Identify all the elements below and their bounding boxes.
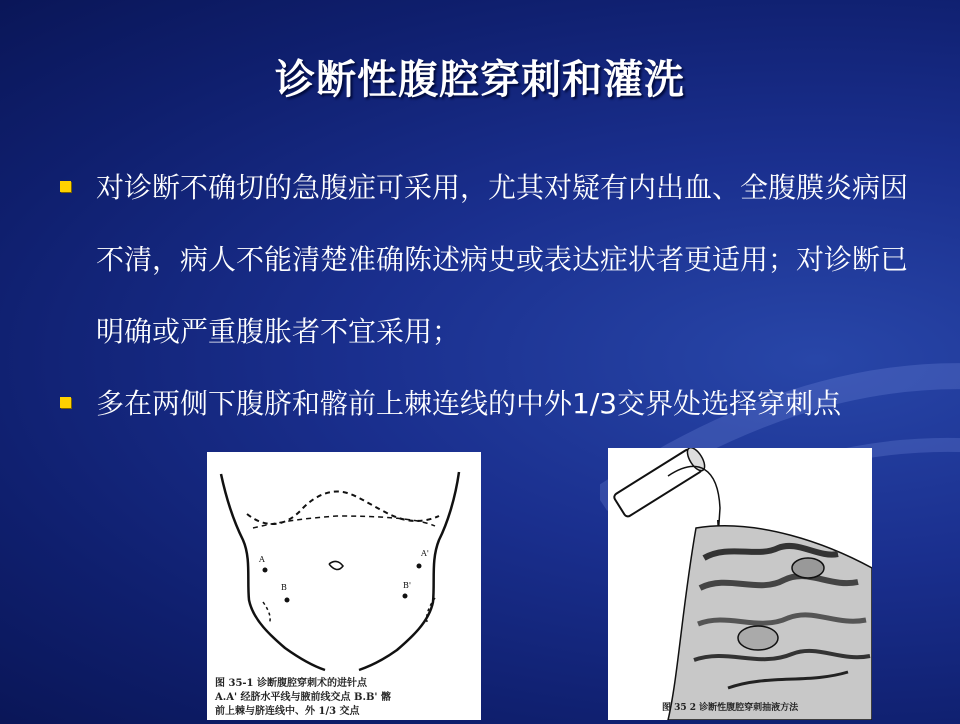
bullet-list xyxy=(58,152,908,440)
figure1-caption-line3: 前上棘与脐连线中、外 1/3 交点 xyxy=(215,706,360,717)
point-label-a: A xyxy=(259,555,265,564)
bullet-item xyxy=(58,152,908,368)
slide-title: 诊断性腹腔穿刺和灌洗 xyxy=(275,57,685,103)
figure2-caption: 图 35 2 诊断性腹腔穿刺抽液方法 xyxy=(662,703,799,713)
figure-aspiration-method xyxy=(608,448,872,720)
bullet-square-icon xyxy=(60,397,71,408)
point-label-a-prime: A' xyxy=(421,549,429,558)
bullet-text: 对诊断不确切的急腹症可采用，尤其对疑有内出血、全腹膜炎病因不清，病人不能清楚准确陈述病史或表达症状者更适用；对诊断已明确或严重腹胀者不宜采用； xyxy=(96,171,909,348)
figure1-caption-line1: 图 35-1 诊断腹腔穿刺术的进针点 xyxy=(215,678,367,689)
figure1-caption-line2: A.A' 经脐水平线与腋前线交点 B.B' 髂 xyxy=(215,692,391,703)
bullet-text: 多在两侧下腹脐和髂前上棘连线的中外1/3交界处选择穿刺点 xyxy=(96,387,842,420)
bullet-item xyxy=(58,368,908,440)
point-label-b-prime: B' xyxy=(403,581,412,590)
figure-puncture-points xyxy=(207,452,481,720)
bullet-square-icon xyxy=(60,181,71,192)
aspiration-illustration xyxy=(608,448,872,720)
point-label-b: B xyxy=(281,583,287,592)
